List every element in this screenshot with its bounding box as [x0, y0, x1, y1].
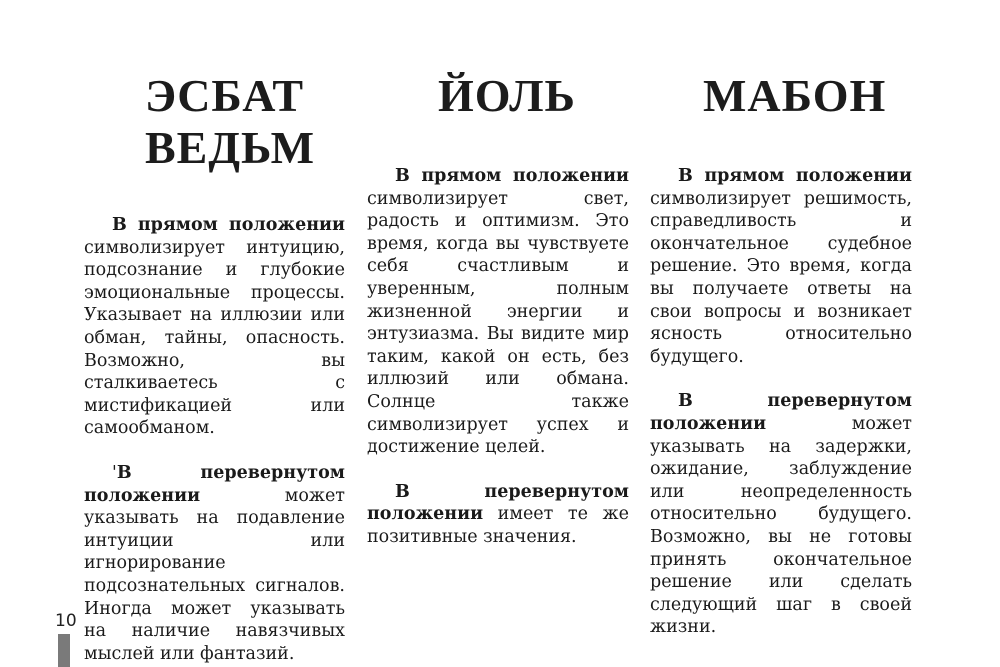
reversed-paragraph	[84, 462, 345, 665]
upright-label: В прямом положении	[395, 166, 629, 186]
column-yule	[367, 165, 629, 549]
column-title-yule: ЙОЛЬ	[438, 70, 576, 121]
upright-paragraph	[367, 165, 629, 459]
upright-text: символизирует свет, радость и оптимизм. Это время, когда вы чувствуете себя счастливым и уверенным, полным жизненной энергии и энтузиазма. Вы видите мир таким, какой он есть, без иллюзий или обмана. Солнце также символизирует успех и достижение целей.	[367, 188, 629, 458]
page-marker-bar	[58, 634, 70, 667]
reversed-text: имеет те же позитивные значения.	[367, 504, 629, 547]
column-mabon	[650, 165, 912, 639]
upright-label: В прямом положении	[678, 166, 912, 186]
reversed-text: может указывать на задержки, ожидание, заблуждение или неопределенность относительно будущего. Возможно, вы не готовы принять окончательное решение или сделать следующий шаг в своей жизни.	[650, 413, 912, 638]
reversed-label: В перевернутом положении	[650, 391, 912, 434]
column-title-mabon: МАБОН	[703, 70, 887, 121]
upright-paragraph	[84, 214, 345, 440]
reversed-paragraph	[650, 390, 912, 639]
upright-label: В прямом положении	[112, 215, 345, 235]
column-title-esbat: ЭСБАТ ВЕДЬМ	[145, 70, 315, 173]
reversed-prefix: '	[112, 462, 117, 483]
page-number: 10	[55, 611, 77, 631]
reversed-text: может указывать на подавление интуиции или игнорирование подсознательных сигналов. Иногда может указывать на наличие навязчивых мыслей или фантазий.	[84, 485, 345, 664]
reversed-paragraph	[367, 481, 629, 549]
reversed-label: В перевернутом положении	[367, 481, 629, 525]
upright-text: символизирует интуицию, подсознание и глубокие эмоциональные процессы. Указывает на иллюзии или обман, тайны, опасность. Возможно, вы сталкиваетесь с мистификацией или самообманом.	[84, 237, 345, 439]
column-esbat	[84, 214, 345, 665]
upright-text: символизирует решимость, справедливость и окончательное судебное решение. Это время, когда вы получаете ответы на свои вопросы и возникает ясность относительно будущего.	[650, 188, 912, 367]
reversed-label: В перевернутом положении	[84, 462, 345, 506]
upright-paragraph	[650, 165, 912, 368]
